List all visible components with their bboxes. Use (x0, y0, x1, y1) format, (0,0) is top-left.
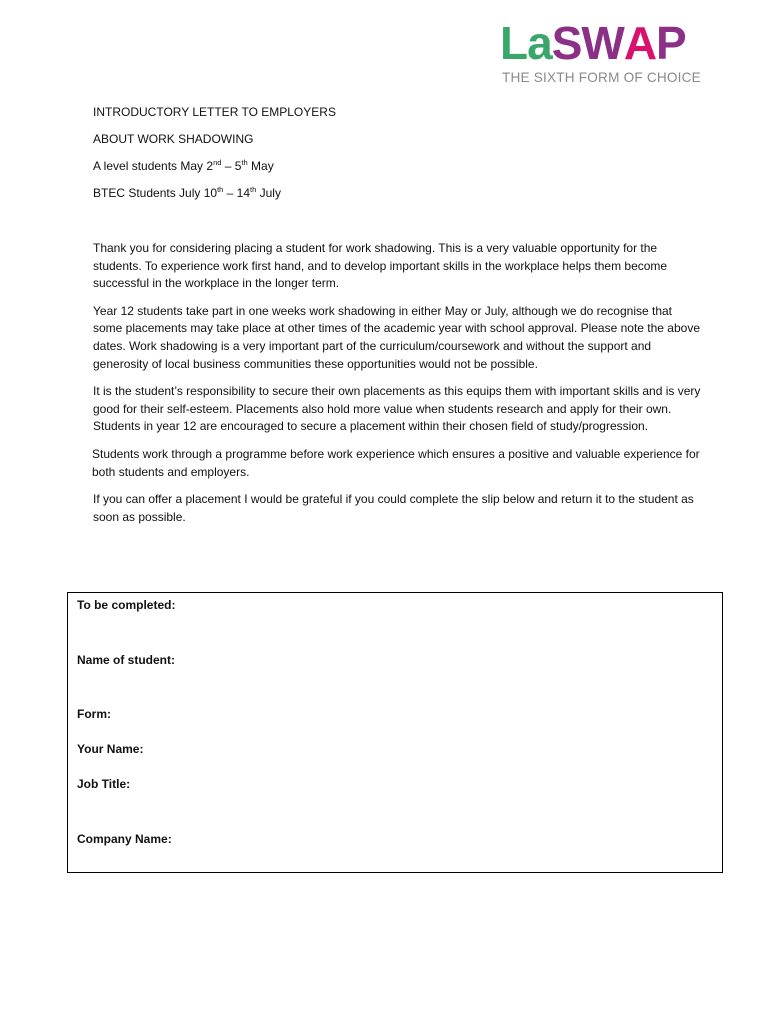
slip-job-title: Job Title: (77, 777, 131, 791)
alevel-dates (93, 158, 713, 174)
btec-dates (93, 185, 713, 201)
paragraph-intro: Thank you for considering placing a student for work shadowing. This is a very valuable opportunity for the students. To experience work first hand, and to develop important skills in the workplace helps them become successful in the workplace in the longer term. (93, 241, 668, 291)
paragraph-programme: Students work through a programme before work experience which ensures a positive and valuable experience for both students and employers. (92, 446, 700, 479)
paragraph-responsibility: It is the student’s responsibility to secure their own placements as this equips them with important skills and is very good for their self-esteem. Placements also hold more value when students research and apply for their own. Students in year 12 are encouraged to secure a placement within their chosen field of study/progression. (93, 384, 701, 434)
btec-mid: – 14 (223, 186, 251, 200)
logo-letter: S (551, 17, 582, 69)
letter-header (93, 104, 713, 212)
btec-sup-2: th (250, 185, 257, 194)
alevel-sup-1: nd (213, 158, 222, 167)
paragraph-request: If you can offer a placement I would be grateful if you could complete the slip below and return it to the student as soon as possible. (93, 492, 694, 524)
btec-sup-1: th (217, 185, 224, 194)
slip-heading: To be completed: (77, 598, 176, 612)
logo-wordmark (500, 17, 686, 69)
alevel-sup-2: th (241, 158, 248, 167)
letter-title: INTRODUCTORY LETTER TO EMPLOYERS (93, 105, 336, 119)
letter-body (93, 240, 703, 536)
slip-form: Form: (77, 707, 111, 721)
alevel-mid: – 5 (221, 159, 242, 173)
paragraph-year12: Year 12 students take part in one weeks work shadowing in either May or July, although we do recognise that some placements may take place at other times of the academic year with school approval. Please note the above dates. Work shadowing is a very important part of the curriculum/coursework and without the support and generosity of local business communities these opportunities would not be possible. (93, 303, 700, 371)
logo-letter: W (581, 17, 624, 69)
logo-letter: L (500, 17, 528, 69)
reply-slip (67, 592, 723, 873)
slip-company-name: Company Name: (77, 832, 172, 846)
alevel-suffix: May (247, 159, 274, 173)
slip-student-name: Name of student: (77, 653, 176, 667)
logo-letter: A (623, 17, 657, 69)
logo-letter: P (656, 17, 686, 69)
btec-suffix: July (256, 186, 281, 200)
letter-subtitle: ABOUT WORK SHADOWING (93, 132, 254, 146)
logo-tagline: THE SIXTH FORM OF CHOICE (502, 70, 701, 85)
alevel-prefix: A level students May 2 (93, 159, 214, 173)
slip-your-name: Your Name: (77, 742, 144, 756)
logo-letter: a (527, 17, 552, 69)
laswap-logo (500, 17, 710, 90)
btec-prefix: BTEC Students July 10 (93, 186, 218, 200)
